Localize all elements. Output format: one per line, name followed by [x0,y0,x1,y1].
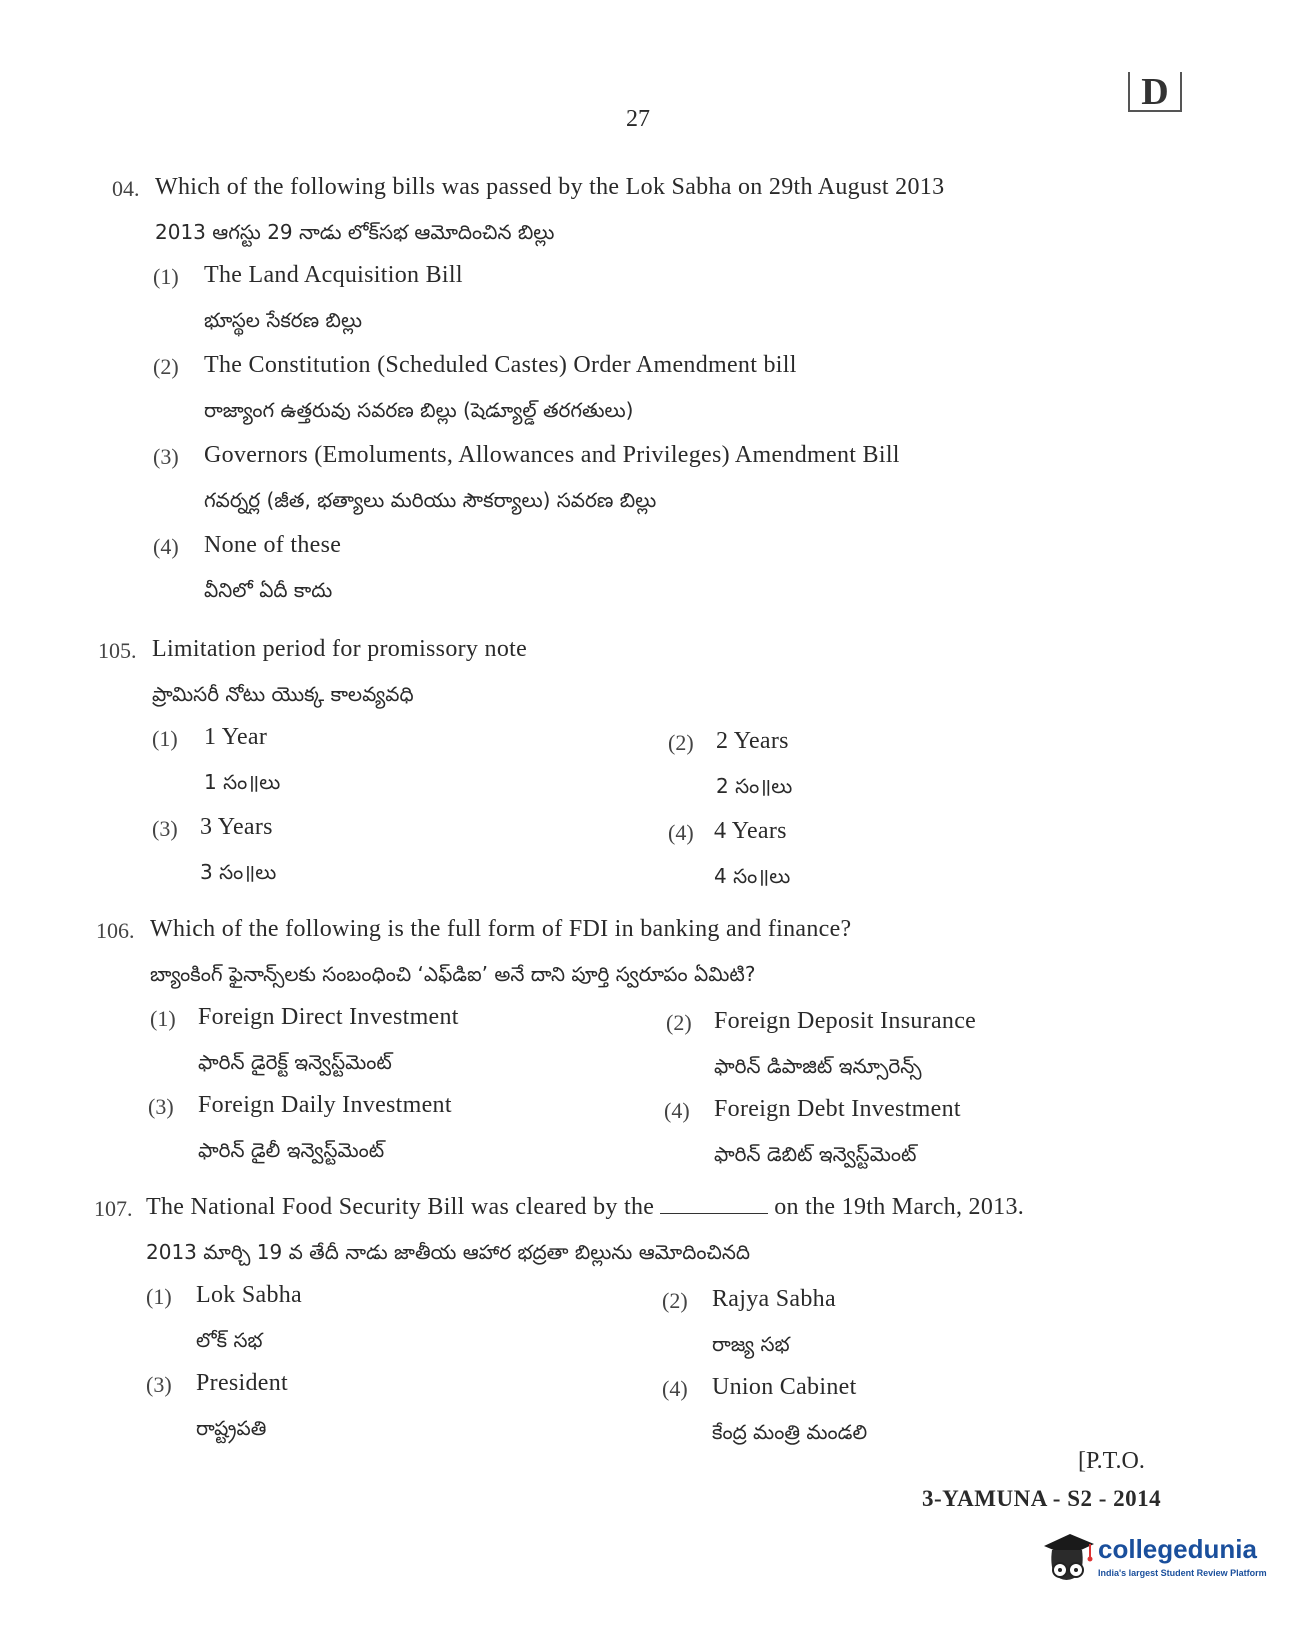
option-number: (3) [148,1094,174,1119]
option-text-te: వీనిలో ఏదీ కాదు [204,578,333,602]
option-text-en: Foreign Daily Investment [198,1092,452,1118]
option-number: (1) [146,1284,172,1309]
set-code: D [1128,72,1182,112]
question-text-te: బ్యాంకింగ్ ఫైనాన్స్‌లకు సంబంధించి ‘ఎఫ్‌డిఐ’ అనే దాని పూర్తి స్వరూపం ఏమిటి? [150,962,756,986]
option-text-te: 4 సం॥లు [714,864,791,888]
option-text-te: ఫారిన్ డైలీ ఇన్వెస్ట్‌మెంట్ [198,1138,385,1162]
page-number: 27 [626,106,650,132]
option-text-en: 3 Years [200,814,273,840]
option-text-en: 4 Years [714,818,787,844]
option-number: (4) [153,534,179,559]
question-text-en: Which of the following is the full form of FDI in banking and finance? [150,916,852,942]
option-text-en: 1 Year [204,724,268,750]
option-text-te: రాజ్య సభ [712,1332,790,1356]
question-text-en-after: on the 19th March, 2013. [774,1194,1025,1220]
option-text-en: Foreign Deposit Insurance [714,1008,977,1034]
option-text-te: 1 సం॥లు [204,770,281,794]
option-number: (4) [662,1376,688,1401]
mascot-icon [1040,1528,1096,1596]
pto-marker: [P.T.O. [1078,1448,1145,1474]
question-text-en: Which of the following bills was passed by the Lok Sabha on 29th August 2013 [155,174,945,200]
question-number: 105. [98,638,137,663]
question-number: 107. [94,1196,133,1221]
question-number: 106. [96,918,135,943]
option-text-te: ఫారిన్ డైరెక్ట్ ఇన్వెస్ట్‌మెంట్ [198,1050,392,1074]
option-text-en: President [196,1370,289,1396]
question-text-en-before: The National Food Security Bill was cleared by the [146,1194,655,1220]
option-text-te: రాజ్యాంగ ఉత్తరువు సవరణ బిల్లు (షెడ్యూల్డ్ తరగతులు) [204,398,634,422]
option-text-te: కేంద్ర మంత్రి మండలి [712,1420,868,1444]
option-number: (3) [146,1372,172,1397]
option-number: (4) [668,820,694,845]
question-text-en: Limitation period for promissory note [152,636,528,662]
option-text-te: భూస్థల సేకరణ బిల్లు [204,308,363,332]
fill-in-blank [660,1213,768,1214]
option-text-en: Rajya Sabha [712,1286,836,1312]
option-text-en: Lok Sabha [196,1282,303,1308]
option-number: (3) [153,444,179,469]
option-text-en: 2 Years [716,728,789,754]
option-text-te: ఫారిన్ డిపాజిట్ ఇన్సూరెన్స్ [714,1054,922,1078]
option-text-te: లోక్ సభ [196,1328,263,1352]
question-text-en [146,1194,1024,1221]
option-number: (2) [666,1010,692,1035]
logo-name: collegedunia [1098,1534,1257,1564]
option-number: (3) [152,816,178,841]
option-number: (1) [153,264,179,289]
option-text-te: 2 సం॥లు [716,774,793,798]
option-number: (1) [150,1006,176,1031]
logo-tagline: India's largest Student Review Platform [1098,1568,1267,1578]
paper-code: 3-YAMUNA - S2 - 2014 [922,1486,1162,1511]
option-number: (2) [153,354,179,379]
option-number: (1) [152,726,178,751]
option-text-en: The Land Acquisition Bill [204,262,463,288]
option-text-en: None of these [204,532,342,558]
option-number: (2) [668,730,694,755]
question-text-te: ప్రామిసరీ నోటు యొక్క కాలవ్యవధి [152,682,414,706]
option-text-te: ఫారిన్ డెబిట్ ఇన్వెస్ట్‌మెంట్ [714,1142,917,1166]
question-number: 04. [112,176,140,201]
collegedunia-logo[interactable] [1040,1528,1270,1596]
question-text-te: 2013 మార్చి 19 వ తేదీ నాడు జాతీయ ఆహార భద్రతా బిల్లును ఆమోదించినది [146,1240,750,1264]
option-text-en: Governors (Emoluments, Allowances and Privileges) Amendment Bill [204,442,900,468]
option-text-te: గవర్నర్ల (జీత, భత్యాలు మరియు సౌకర్యాలు) సవరణ బిల్లు [204,488,657,512]
option-text-en: Union Cabinet [712,1374,857,1400]
question-text-te: 2013 ఆగస్టు 29 నాడు లోక్‌సభ ఆమోదించిన బిల్లు [155,220,555,244]
option-text-en: Foreign Direct Investment [198,1004,459,1030]
option-text-te: 3 సం॥లు [200,860,277,884]
option-number: (2) [662,1288,688,1313]
option-text-te: రాష్ట్రపతి [196,1416,267,1440]
option-number: (4) [664,1098,690,1123]
option-text-en: The Constitution (Scheduled Castes) Order Amendment bill [204,352,797,378]
option-text-en: Foreign Debt Investment [714,1096,961,1122]
